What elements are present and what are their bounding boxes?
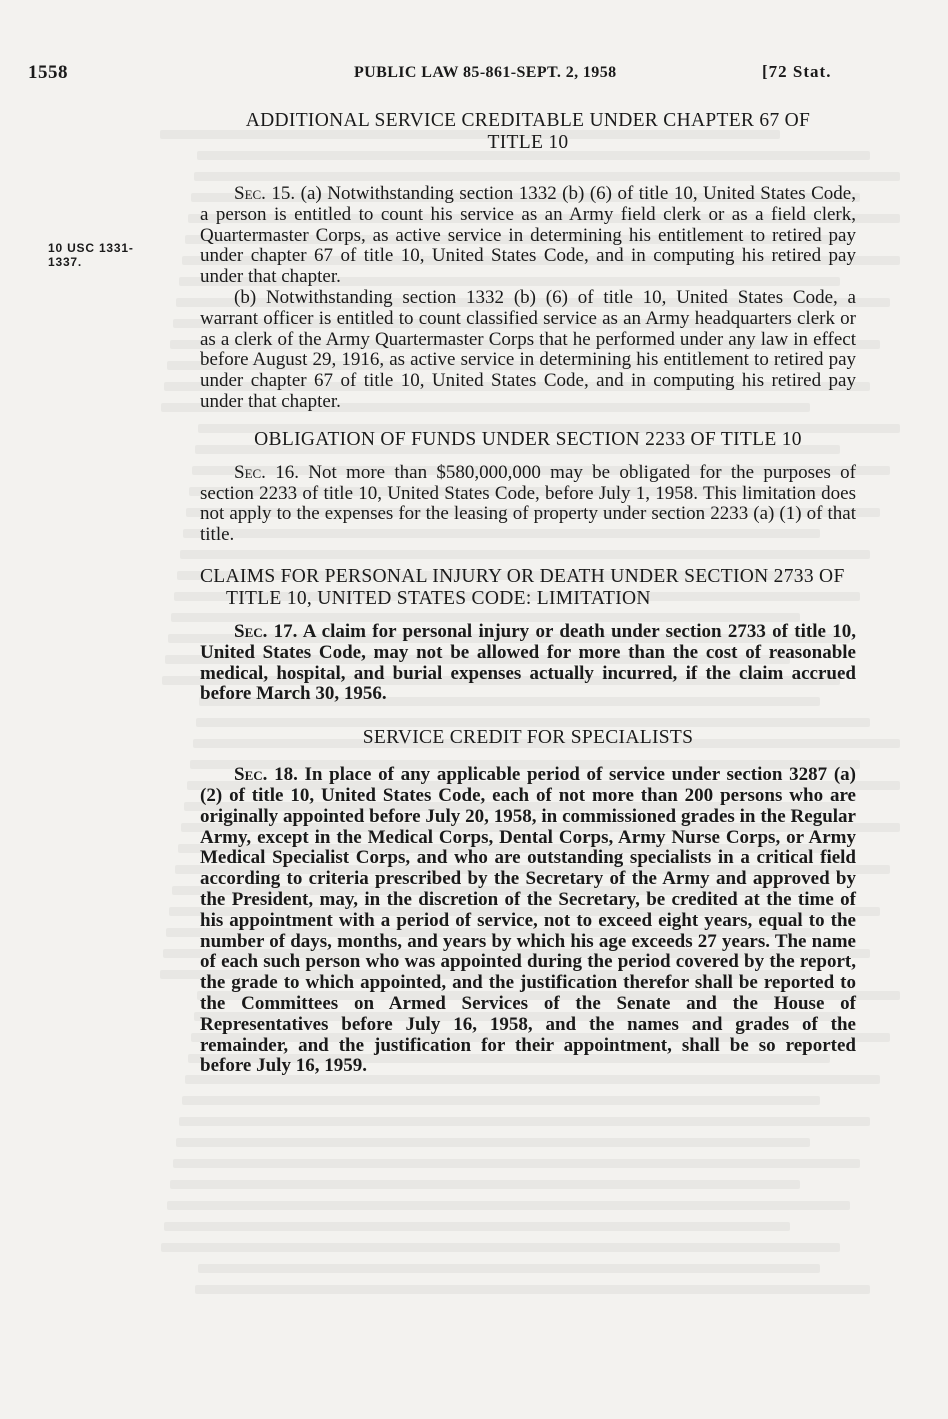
section-label: Sec. 15. <box>234 183 296 204</box>
section-paragraph <box>200 463 856 546</box>
running-head: PUBLIC LAW 85-861-SEPT. 2, 1958 <box>354 64 617 81</box>
bleed-through-line <box>161 1243 840 1252</box>
bleed-through-line <box>176 1138 810 1147</box>
margin-citation-line: 1337. <box>48 255 83 269</box>
margin-citation-line: 10 USC 1331- <box>48 241 134 255</box>
bleed-through-line <box>173 1159 860 1168</box>
paragraph-text: In place of any applicable period of service under section 3287 (a) (2) of title 10, United States Code, each of not more than 200 persons who are originally appointed before July 20, 1958, in commissioned grades in the Regular Army, except in the Medical Corps, Dental Corps, Army Nurse Corps, or Army Medical Specialist Corps, and who are outstanding specialists in a critical field according to criteria prescribed by the Secretary of the Army and approved by the President, may, in the discretion of the Secretary, be credited at the time of his appointment with a period of service, not to exceed eight years, equal to the number of days, months, and years by which his age exceeds 27 years. The name of each such person who was appointed during the period covered by the report, the grade to which appointed, and the justification therefor shall be reported to the Committees on Armed Services of the Senate and the House of Representatives before July 16, 1958, and the names and grades of the remainder, and the justification for their appointment, shall be so reported before July 16, 1959. <box>200 764 856 1077</box>
section-paragraph <box>200 184 856 288</box>
bleed-through-line <box>195 1285 870 1294</box>
bleed-through-line <box>198 1264 820 1273</box>
section-heading: ADDITIONAL SERVICE CREDITABLE UNDER CHAPTER 67 OF TITLE 10 <box>245 110 811 153</box>
margin-citation <box>48 241 188 269</box>
section-heading: CLAIMS FOR PERSONAL INJURY OR DEATH UNDER SECTION 2733 OF TITLE 10, UNITED STATES CODE: LIMITATION <box>200 565 845 609</box>
section-label: Sec. 18. <box>234 764 298 786</box>
paragraph-text: Not more than $580,000,000 may be obligated for the purposes of section 2233 of title 10, United States Code, before July 1, 1958. This limitation does not apply to the expenses for the leasing of property under section 2233 (a) (1) of that title. <box>200 461 856 546</box>
section-label: Sec. 17. <box>234 620 298 642</box>
paragraph-text: A claim for personal injury or death under section 2733 of title 10, United States Code, may not be allowed for more than the cost of reasonable medical, hospital, and burial expenses actually incurred, if the claim accrued before March 30, 1956. <box>200 620 856 705</box>
bleed-through-line <box>179 1117 870 1126</box>
section-paragraph: (b) Notwithstanding section 1332 (b) (6) of title 10, United States Code, a warrant officer is entitled to count classified service as an Army headquarters clerk or as a clerk of the Army Quartermaster Corps that he performed under any law in effect before August 29, 1916, as active service in determining his entitlement to retired pay under chapter 67 of title 10, United States Code, and in computing his retired pay under that chapter. <box>200 286 856 412</box>
bleed-through-line <box>167 1201 850 1210</box>
statute-reference: [72 Stat. <box>762 62 832 81</box>
section-heading: OBLIGATION OF FUNDS UNDER SECTION 2233 OF TITLE 10 <box>254 428 802 450</box>
bleed-through-line <box>164 1222 790 1231</box>
section-label: Sec. 16. <box>234 461 299 483</box>
main-text-column <box>200 110 856 1077</box>
page-number: 1558 <box>28 62 68 83</box>
section-paragraph <box>200 622 856 705</box>
paragraph-text: (a) Notwithstanding section 1332 (b) (6) of title 10, United States Code, a person is entitled to count his service as an Army field clerk or as a field clerk, Quartermaster Corps, as active service in determining his entitlement to retired pay under chapter 67 of title 10, United States Code, and in computing his retired pay under that chapter. <box>200 183 856 288</box>
section-heading: SERVICE CREDIT FOR SPECIALISTS <box>362 727 694 749</box>
section-paragraph <box>200 765 856 1077</box>
bleed-through-line <box>170 1180 800 1189</box>
bleed-through-line <box>182 1096 820 1105</box>
